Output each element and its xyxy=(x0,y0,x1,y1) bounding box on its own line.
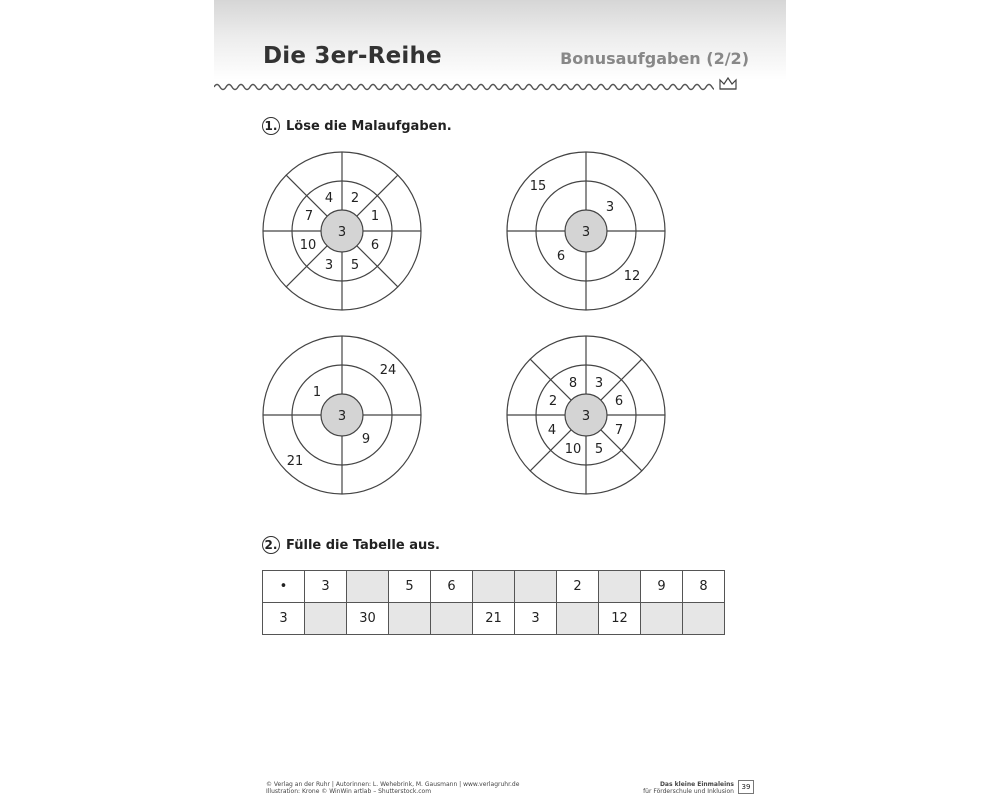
wheel-inner-value: 10 xyxy=(299,238,317,253)
wheel-inner-value: 9 xyxy=(361,432,371,447)
wheel-inner-value: 7 xyxy=(304,209,314,224)
footer-credits-line2: Illustration: Krone © WinWin artlab – Shutterstock.com xyxy=(266,788,432,795)
wavy-divider xyxy=(214,80,714,94)
wheel-inner-value: 1 xyxy=(370,209,380,224)
wheel-inner-value: 10 xyxy=(564,442,582,457)
task-1-label: Löse die Malaufgaben. xyxy=(286,118,452,134)
wheel-center: 3 xyxy=(581,225,591,240)
table-cell: 8 xyxy=(683,571,725,603)
task-1-heading xyxy=(262,117,452,135)
table-row xyxy=(263,603,725,635)
wheel-inner-value: 4 xyxy=(324,191,334,206)
table-cell-blank[interactable] xyxy=(515,571,557,603)
footer-book-title: Das kleine Einmaleins xyxy=(659,781,734,788)
wheel-inner-value: 5 xyxy=(594,442,604,457)
wheel-inner-value: 8 xyxy=(568,376,578,391)
wheel-inner-value: 7 xyxy=(614,423,624,438)
multiplication-table xyxy=(262,570,725,635)
table-cell: 9 xyxy=(641,571,683,603)
table-cell-blank[interactable] xyxy=(389,603,431,635)
wheel-outer-value: 24 xyxy=(379,363,397,378)
wheel-center: 3 xyxy=(581,409,591,424)
page-number: 39 xyxy=(738,780,754,794)
wheel-inner-value: 5 xyxy=(350,258,360,273)
task-2-heading xyxy=(262,536,440,554)
table-cell: 3 xyxy=(263,603,305,635)
wheel-inner-value: 4 xyxy=(547,423,557,438)
wheel-inner-value: 3 xyxy=(605,200,615,215)
table-cell-blank[interactable] xyxy=(557,603,599,635)
wheel-center: 3 xyxy=(337,409,347,424)
wheel-inner-value: 6 xyxy=(370,238,380,253)
table-cell-blank[interactable] xyxy=(431,603,473,635)
wheel-inner-value: 3 xyxy=(594,376,604,391)
footer-credits xyxy=(266,781,519,795)
footer-credits-line1: © Verlag an der Ruhr | Autorinnen: L. Wehebrink, M. Gausmann | www.verlagruhr.de xyxy=(266,781,520,788)
table-cell-blank[interactable] xyxy=(347,571,389,603)
table-cell: 12 xyxy=(599,603,641,635)
table-cell-blank[interactable] xyxy=(473,571,515,603)
wheel-inner-value: 6 xyxy=(614,394,624,409)
table-row xyxy=(263,571,725,603)
wheel-inner-value: 2 xyxy=(548,394,558,409)
multiplication-wheel-2 xyxy=(506,151,666,311)
table-cell-blank[interactable] xyxy=(305,603,347,635)
table-cell: 5 xyxy=(389,571,431,603)
task-1-number: 1. xyxy=(262,117,280,135)
multiplication-wheel-3 xyxy=(262,335,422,495)
table-cell: 2 xyxy=(557,571,599,603)
footer-book-info xyxy=(643,781,734,795)
table-cell: 21 xyxy=(473,603,515,635)
table-cell: • xyxy=(263,571,305,603)
wheel-outer-value: 21 xyxy=(286,454,304,469)
task-2-label: Fülle die Tabelle aus. xyxy=(286,537,440,553)
page-title: Die 3er-Reihe xyxy=(263,43,442,69)
table-cell: 6 xyxy=(431,571,473,603)
table-cell-blank[interactable] xyxy=(599,571,641,603)
multiplication-wheel-1 xyxy=(262,151,422,311)
task-2-number: 2. xyxy=(262,536,280,554)
wheel-center: 3 xyxy=(337,225,347,240)
wheel-inner-value: 2 xyxy=(350,191,360,206)
table-cell: 30 xyxy=(347,603,389,635)
footer-book-subtitle: für Förderschule und Inklusion xyxy=(643,788,734,795)
multiplication-wheel-4 xyxy=(506,335,666,495)
wheel-inner-value: 1 xyxy=(312,385,322,400)
crown-icon xyxy=(718,76,738,92)
wheel-inner-value: 6 xyxy=(556,249,566,264)
table-cell-blank[interactable] xyxy=(683,603,725,635)
wheel-outer-value: 12 xyxy=(623,269,641,284)
table-cell-blank[interactable] xyxy=(641,603,683,635)
wheel-inner-value: 3 xyxy=(324,258,334,273)
table-cell: 3 xyxy=(515,603,557,635)
page-subtitle: Bonusaufgaben (2/2) xyxy=(560,49,749,68)
wheel-outer-value: 15 xyxy=(529,179,547,194)
table-cell: 3 xyxy=(305,571,347,603)
worksheet-page xyxy=(214,0,786,800)
